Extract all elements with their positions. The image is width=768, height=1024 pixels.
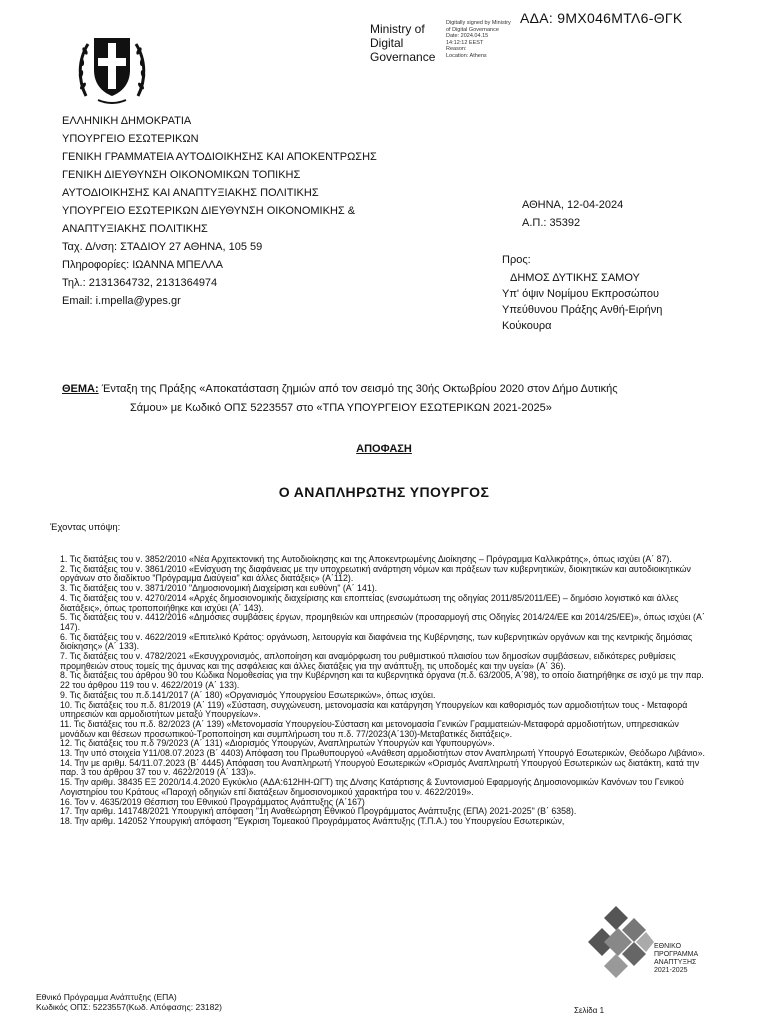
ada-code: ΑΔΑ: 9ΜΧ046ΜΤΛ6-ΘΓΚ (520, 10, 683, 26)
list-item: 7. Τις διατάξεις του ν. 4782/2021 «Εκσυγχρονισμός, απλοποίηση και αναμόρφωση του ρυθμιστικού πλαισίου των δημοσίων συμβάσεων, ειδικότερες ρυθμίσεις προμηθειών στους τομείς της άμυνας και της ασφάλειας και άλλες διατάξεις για την ανάπτυξη, τις υποδομές και την υγεία» (Α΄ 36). (60, 651, 676, 671)
recipient-line: ΔΗΜΟΣ ΔΥΤΙΚΗΣ ΣΑΜΟΥ (510, 272, 640, 284)
list-item: 10. Τις διατάξεις του π.δ. 81/2019 (Α΄ 119) «Σύσταση, συγχώνευση, μετονομασία και κατάργηση Υπουργείων και καθορισμός των αρμοδιοτήτων τους - Μεταφορά υπηρεσιών και αρμοδιοτήτων μεταξύ Υπουργείων». (60, 699, 688, 720)
list-item: 1. Τις διατάξεις του ν. 3852/2010 «Νέα Αρχιτεκτονική της Αυτοδιοίκησης και της Αποκεντρωμένης Διοίκησης – Πρόγραμμα Καλλικράτης», όπως ισχύει (Α΄ 87). (60, 554, 672, 564)
document-date: ΑΘΗΝΑ, 12-04-2024 (522, 199, 624, 211)
list-item: 2. Τις διατάξεις του ν. 3861/2010 «Ενίσχυση της διαφάνειας με την υποχρεωτική ανάρτηση νόμων και πράξεων των κυβερνητικών, διοικητικών και αυτοδιοικητικών οργάνων στο διαδίκτυο "Πρόγραμμα Διαύγεια" και άλλες διατάξεις» (Α΄112). (60, 563, 691, 584)
date-protocol-block (522, 196, 623, 232)
signature-line: Date: 2024.04.15 (446, 33, 489, 39)
list-item: 11. Τις διατάξεις του π.δ. 82/2023 (Α΄ 139) «Μετονομασία Υπουργείου-Σύσταση και μετονομασία Γενικών Γραμματειών-Μεταφορά αρμοδιοτήτων, υπηρεσιακών μονάδων και θέσεων προσωπικού-Τροποποίηση και συμπλήρωση του π.δ. 77/2023(Α΄130)-Μεταβατικές διατάξεις». (60, 718, 679, 739)
considerations-list (60, 555, 710, 827)
list-item: 12. Τις διατάξεις του π.δ 79/2023 (Α΄ 131) «Διορισμός Υπουργών, Αναπληρωτών Υπουργών και Υφυπουργών». (60, 738, 495, 749)
list-item: 5. Τις διατάξεις του ν. 4412/2016 «Δημόσιες συμβάσεις έργων, προμηθειών και υπηρεσιών (προσαρμογή στις Οδηγίες 2014/24/ΕΕ και 2014/25/ΕΕ)», όπως ισχύει (Α΄ 147). (60, 612, 705, 632)
signature-line: 14:12:12 EEST (446, 39, 484, 46)
recipient-line: Υπ' όψιν Νομίμου Εκπροσώπου (502, 288, 660, 300)
signature-line: Reason: (446, 46, 467, 52)
sender-phone: Τηλ.: 2131364732, 2131364974 (62, 277, 218, 289)
digital-signature-block (446, 20, 511, 59)
sender-line: ΕΛΛΗΝΙΚΗ ΔΗΜΟΚΡΑΤΙΑ (62, 115, 192, 127)
list-item: 3. Τις διατάξεις του ν. 3871/2010 "Δημοσιονομική Διαχείριση και ευθύνη" (Α΄ 141). (60, 583, 378, 594)
ministry-line: Digital (370, 36, 404, 50)
subject-label: ΘΕΜΑ: (62, 383, 99, 395)
list-item: 18. Την αριθμ. 142052 Υπουργική απόφαση "Έγκριση Τομεακού Προγράμματος Ανάπτυξης (Τ.Π.Α.) του Υπουργείου Εσωτερικών, (60, 815, 565, 826)
list-item: 17. Την αριθμ. 141748/2021 Υπουργική απόφαση "1η Αναθεώρηση Εθνικού Προγράμματος Ανάπτυξης (ΕΠΑ) 2021-2025" (Β΄ 6358). (60, 806, 577, 817)
signature-line: of Digital Governance (446, 26, 499, 33)
subject-text-line2: Σάμου» με Κωδικό ΟΠΣ 5223557 στο «ΤΠΑ ΥΠΟΥΡΓΕΙΟΥ ΕΣΩΤΕΡΙΚΩΝ 2021-2025» (130, 402, 552, 414)
list-item: 16. Τον ν. 4635/2019 Θέσπιση του Εθνικού Προγράμματος Ανάπτυξης (Α΄167) (60, 796, 365, 807)
logo-text-line: ΑΝΑΠΤΥΞΗΣ (654, 959, 697, 966)
list-item: 6. Τις διατάξεις του ν. 4622/2019 «Επιτελικό Κράτος: οργάνωση, λειτουργία και διαφάνεια της Κυβέρνησης, των κυβερνητικών οργάνων και της κεντρικής δημόσιας διοίκησης» (Α΄ 133). (60, 631, 693, 652)
sender-block (62, 112, 377, 310)
greek-coat-of-arms-icon (76, 30, 148, 106)
sender-line: ΑΥΤΟΔΙΟΙΚΗΣΗΣ ΚΑΙ ΑΝΑΠΤΥΞΙΑΚΗΣ ΠΟΛΙΤΙΚΗΣ (62, 187, 319, 199)
recipient-block (502, 252, 662, 334)
ministry-line: Ministry of (370, 22, 425, 36)
page-number: Σελίδα 1 (574, 1006, 605, 1015)
sender-address: Ταχ. Δ/νση: ΣΤΑΔΙΟΥ 27 ΑΘΗΝΑ, 105 59 (62, 241, 263, 253)
list-item: 14. Την με αριθμ. 54/11.07.2023 (Β΄ 4445) Απόφαση του Αναπληρωτή Υπουργού Εσωτερικών «Ορισμός Αναπληρωτή Υπουργού Εσωτερικών ως διατάκτη, κατά την παρ. 3 του άρθρου 37 του ν. 4622/2019 (Α΄ 133)». (60, 757, 700, 778)
sender-line: ΓΕΝΙΚΗ ΓΡΑΜΜΑΤΕΙΑ ΑΥΤΟΔΙΟΙΚΗΣΗΣ ΚΑΙ ΑΠΟΚΕΝΤΡΩΣΗΣ (62, 151, 377, 163)
sender-line: ΑΝΑΠΤΥΞΙΑΚΗΣ ΠΟΛΙΤΙΚΗΣ (62, 223, 208, 235)
list-item: 8. Τις διατάξεις του άρθρου 90 του Κώδικα Νομοθεσίας για την Κυβέρνηση και τα κυβερνητικά όργανα (π.δ. 63/2005, Α΄98), το οποίο διατηρήθηκε σε ισχύ με την παρ. 22 του άρθρου 119 του ν. 4622/2019 (Α΄ 133). (60, 670, 704, 691)
national-development-programme-logo-icon (588, 904, 718, 986)
ministry-line: Governance (370, 50, 436, 64)
footer (36, 992, 222, 1012)
list-item: 13. Την υπό στοιχεία Υ11/08.07.2023 (Β΄ 4403) Απόφαση του Πρωθυπουργού «Ανάθεση αρμοδιοτήτων στον Αναπληρωτή Υπουργό Εσωτερικών, Θεόδωρο Λιβάνιο». (60, 748, 705, 759)
minister-title: Ο ΑΝΑΠΛΗΡΩΤΗΣ ΥΠΟΥΡΓΟΣ (278, 484, 490, 500)
list-item: 9. Τις διατάξεις του π.δ.141/2017 (Α΄ 180) «Οργανισμός Υπουργείου Εσωτερικών», όπως ισχύει. (60, 689, 436, 700)
signature-line: Location: Athens (446, 52, 487, 59)
logo-text-line: ΠΡΟΓΡΑΜΜΑ (654, 951, 699, 958)
logo-text-line: ΕΘΝΙΚΟ (654, 943, 682, 950)
logo-text-line: 2021-2025 (654, 967, 688, 974)
subject-text-line1: Ένταξη της Πράξης «Αποκατάσταση ζημιών από τον σεισμό της 30ής Οκτωβρίου 2020 στον Δήμο Δυτικής (101, 383, 618, 395)
list-item: 4. Τις διατάξεις του ν. 4270/2014 «Αρχές δημοσιονομικής διαχείρισης και εποπτείας (ενσωμάτωση της οδηγίας 2011/85/2011/ΕΕ) – δημόσιο λογιστικό και άλλες διατάξεις», όπως τροποποιήθηκε και ισχύει (Α΄ 143). (60, 592, 679, 613)
considering-label: Έχοντας υπόψη: (50, 522, 121, 533)
recipient-label: Προς: (502, 254, 531, 266)
sender-line: ΓΕΝΙΚΗ ΔΙΕΥΘΥΝΣΗ ΟΙΚΟΝΟΜΙΚΩΝ ΤΟΠΙΚΗΣ (62, 169, 301, 181)
recipient-line: Υπεύθυνου Πράξης Ανθή-Ειρήνη (502, 304, 663, 316)
recipient-line: Κούκουρα (502, 320, 552, 332)
list-item: 15. Την αριθμ. 38435 ΕΞ 2020/14.4.2020 Εγκύκλιο (ΑΔΑ:612ΗΗ-ΩΓΤ) της Δ/νσης Κατάρτισης & Συντονισμού Εφαρμογής Δημοσιονομικών Κανόνων του Γενικού Λογιστηρίου του Κράτους «Παροχή οδηγιών επί διατάξεων δημοσιονομικού χαρακτήρα του ν. 4622/2019». (60, 777, 684, 797)
sender-line: ΥΠΟΥΡΓΕΙΟ ΕΣΩΤΕΡΙΚΩΝ (62, 133, 199, 145)
logo-text (654, 943, 698, 975)
ministry-of-digital-governance (370, 22, 435, 64)
subject-block (62, 380, 708, 418)
footer-ops-code: Κωδικός ΟΠΣ: 5223557(Κωδ. Απόφασης: 23182) (36, 1002, 222, 1012)
protocol-number: Α.Π.: 35392 (522, 217, 581, 229)
decision-title: ΑΠΟΦΑΣΗ (356, 443, 412, 455)
signature-line: Digitally signed by Ministry (446, 20, 511, 26)
sender-email: Email: i.mpella@ypes.gr (62, 295, 181, 307)
sender-line: ΥΠΟΥΡΓΕΙΟ ΕΣΩΤΕΡΙΚΩΝ ΔΙΕΥΘΥΝΣΗ ΟΙΚΟΝΟΜΙΚΗΣ & (62, 205, 356, 217)
sender-contact: Πληροφορίες: ΙΩΑΝΝΑ ΜΠΕΛΛΑ (62, 259, 223, 271)
footer-programme: Εθνικό Πρόγραμμα Ανάπτυξης (ΕΠΑ) (36, 992, 177, 1002)
